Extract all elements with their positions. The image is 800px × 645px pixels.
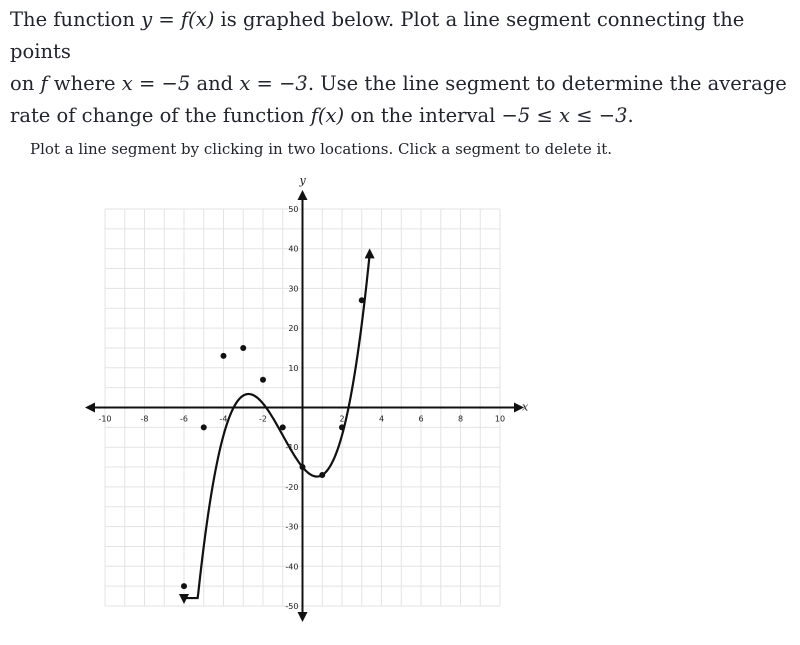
function-point bbox=[300, 464, 306, 470]
x-axis-label: x bbox=[522, 400, 529, 414]
x-tick-label: 8 bbox=[457, 414, 464, 424]
y-tick-label: -40 bbox=[285, 562, 299, 572]
function-point bbox=[260, 377, 266, 383]
function-curve-group bbox=[179, 248, 375, 604]
math-equation: x = −3 bbox=[239, 72, 308, 95]
problem-line-1 bbox=[10, 4, 790, 68]
y-tick-label: -50 bbox=[285, 602, 299, 611]
function-point bbox=[201, 424, 207, 430]
math-function: f(x) bbox=[310, 104, 345, 127]
text: . Use the line segment to determine the average bbox=[307, 72, 787, 95]
y-axis-arrow-up-icon bbox=[298, 190, 308, 200]
x-tick-label: -10 bbox=[98, 414, 112, 424]
x-axis-arrow-left-icon bbox=[85, 403, 95, 413]
instruction-text: Plot a line segment by clicking in two locations. Click a segment to delete it. bbox=[30, 140, 613, 158]
math-interval: −5 ≤ x ≤ −3 bbox=[501, 104, 628, 127]
function-point bbox=[221, 353, 227, 359]
y-tick-label: -30 bbox=[285, 522, 299, 532]
problem-line-3 bbox=[10, 100, 790, 132]
axes bbox=[85, 174, 529, 622]
math-function: f bbox=[40, 72, 48, 95]
function-point bbox=[240, 345, 246, 351]
x-tick-label: -8 bbox=[140, 414, 149, 424]
text: and bbox=[190, 72, 240, 95]
y-tick-label: -20 bbox=[285, 482, 299, 492]
math-equation: x = −5 bbox=[121, 72, 191, 95]
function-point bbox=[181, 583, 187, 589]
text: on the interval bbox=[344, 104, 502, 127]
text: The function bbox=[10, 8, 142, 31]
curve-arrow-up-icon bbox=[365, 248, 375, 258]
y-tick-label: 50 bbox=[288, 205, 299, 214]
function-point bbox=[359, 297, 365, 303]
y-tick-label: 40 bbox=[288, 244, 299, 254]
x-tick-label: 10 bbox=[494, 414, 506, 424]
text: . bbox=[627, 104, 634, 127]
y-tick-label: 30 bbox=[288, 284, 299, 294]
x-tick-label: 6 bbox=[418, 414, 424, 424]
y-axis-arrow-down-icon bbox=[298, 612, 308, 622]
problem-statement bbox=[10, 4, 790, 132]
math-equation: y = f(x) bbox=[141, 8, 215, 31]
coordinate-plane[interactable] bbox=[80, 172, 540, 632]
function-point bbox=[319, 472, 325, 478]
x-tick-label: -4 bbox=[219, 414, 228, 424]
text: on bbox=[10, 72, 41, 95]
function-point bbox=[280, 424, 286, 430]
text: where bbox=[47, 72, 122, 95]
y-tick-label: -10 bbox=[285, 443, 299, 453]
x-tick-label: 4 bbox=[378, 414, 385, 424]
problem-line-2 bbox=[10, 68, 790, 100]
x-tick-label: 2 bbox=[339, 414, 345, 424]
x-tick-label: -6 bbox=[180, 414, 188, 424]
text: is graphed below. Plot a line segment connecting the points bbox=[10, 8, 745, 63]
x-tick-label: -2 bbox=[259, 414, 267, 424]
function-point bbox=[339, 424, 345, 430]
text: rate of change of the function bbox=[10, 104, 311, 127]
function-points bbox=[181, 297, 365, 589]
y-tick-label: 10 bbox=[288, 363, 299, 373]
y-axis-label: y bbox=[299, 174, 306, 187]
y-tick-label: 20 bbox=[288, 324, 299, 334]
